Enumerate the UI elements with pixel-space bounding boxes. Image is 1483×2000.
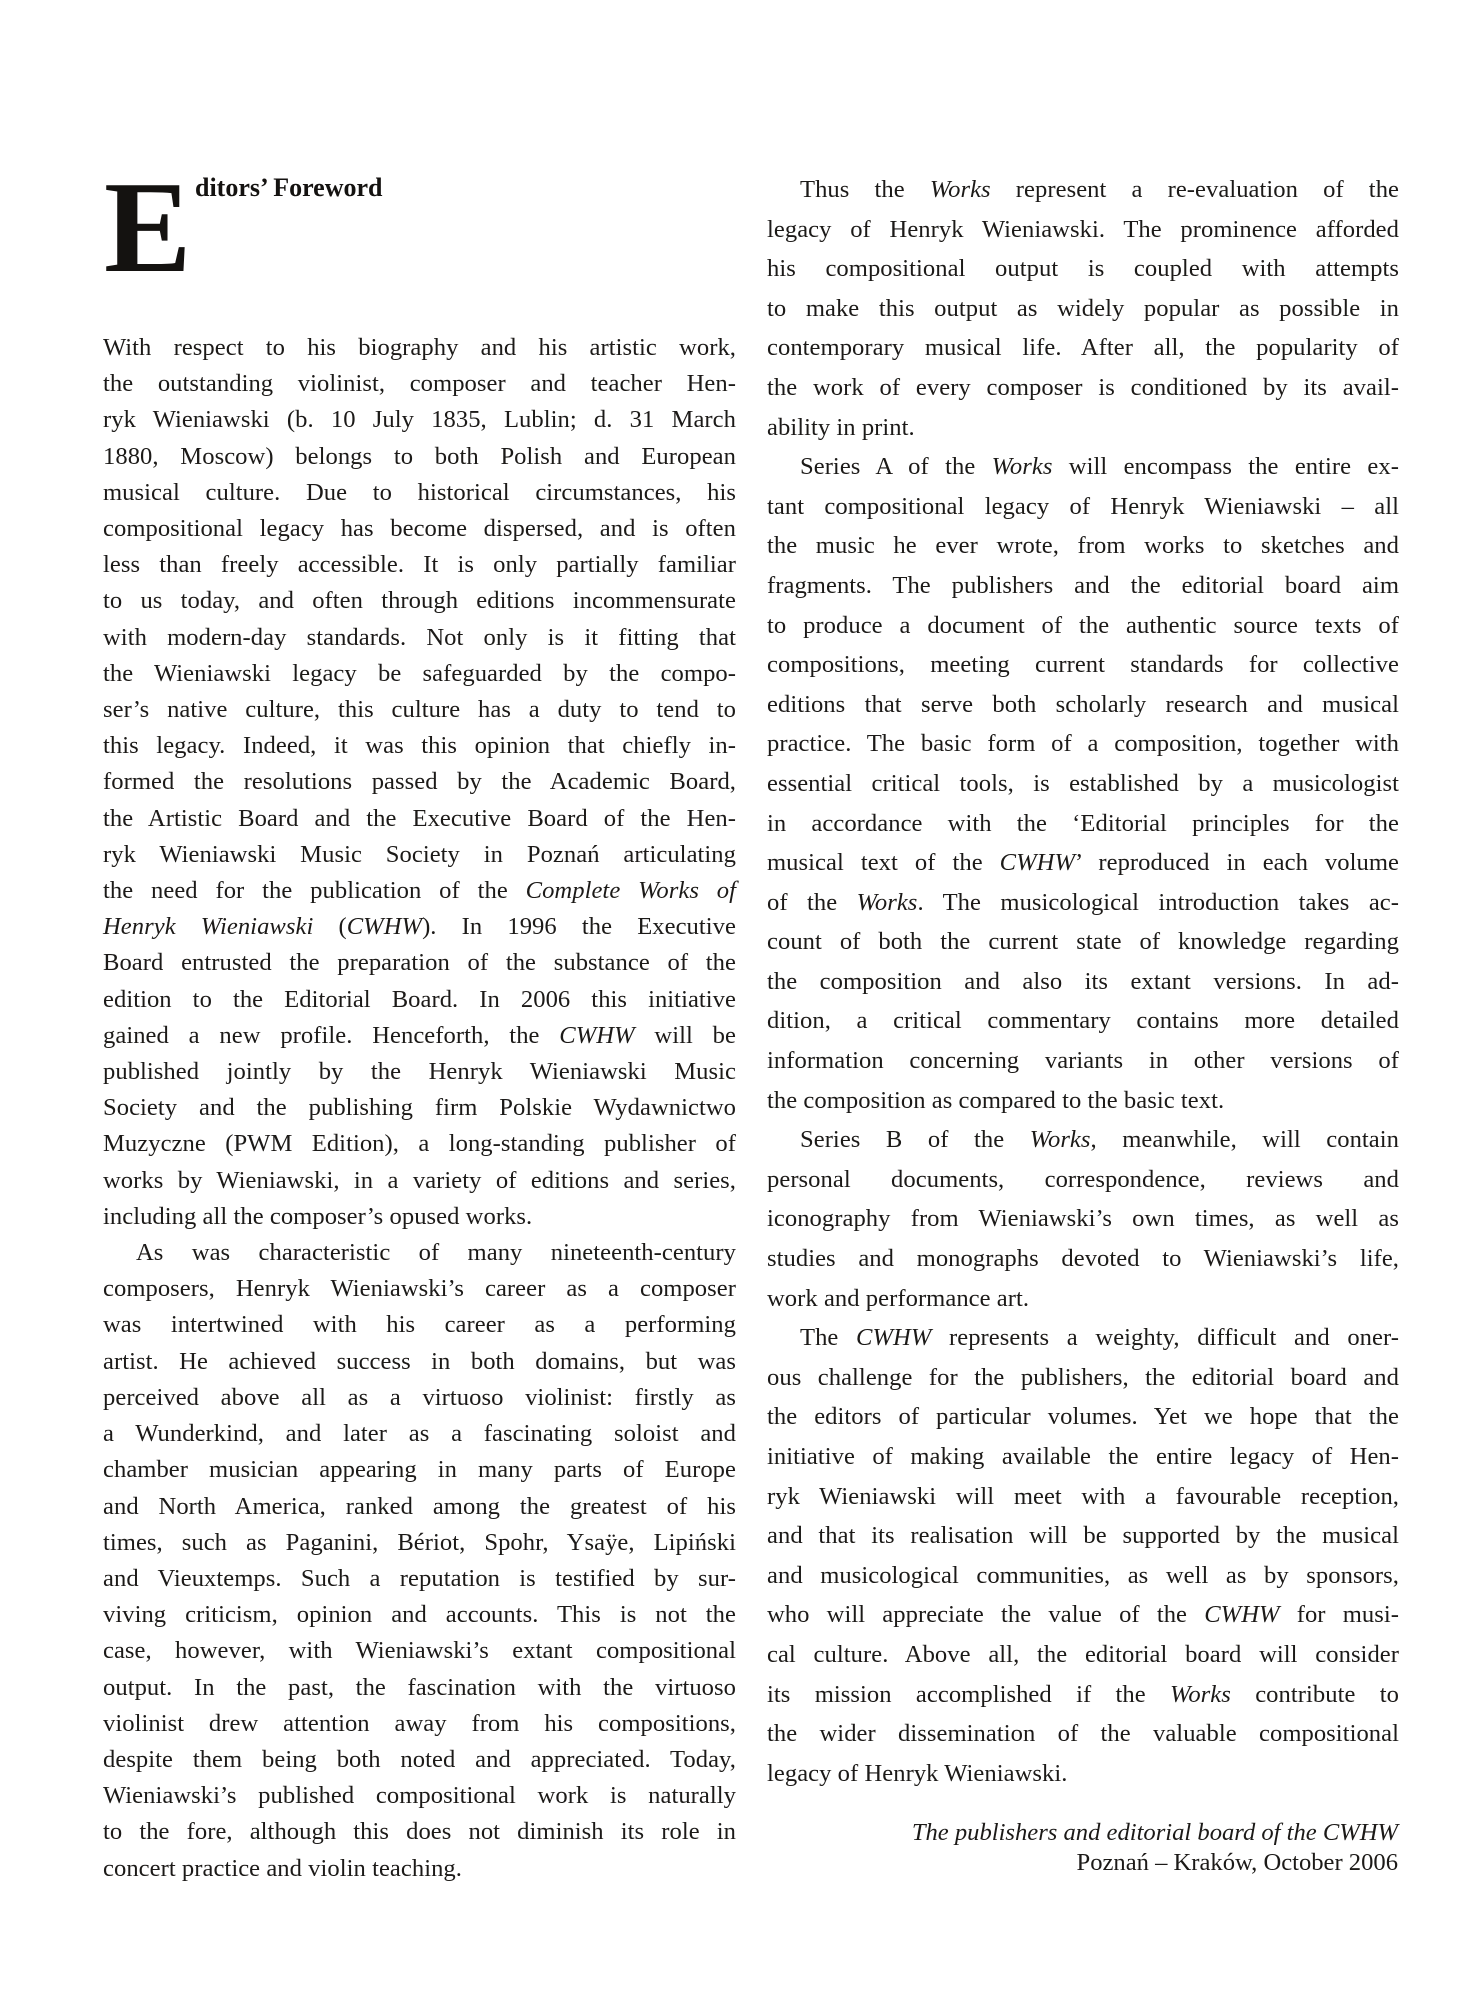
text-line: this legacy. Indeed, it was this opinion that chiefly in- bbox=[103, 732, 736, 760]
right-column bbox=[767, 170, 1399, 1793]
text-line: contemporary musical life. After all, the popularity of bbox=[767, 334, 1399, 362]
text-line: Muzyczne (PWM Edition), a long-standing publisher of bbox=[103, 1130, 736, 1158]
italic-title: Works bbox=[1029, 1126, 1091, 1154]
left-column bbox=[103, 330, 736, 1887]
text-line: editions that serve both scholarly research and musical bbox=[767, 690, 1399, 718]
text-line: compositions, meeting current standards for collective bbox=[767, 651, 1399, 679]
text-line: The CWHW represents a weighty, difficult and oner- bbox=[800, 1324, 1399, 1352]
text-line: ser’s native culture, this culture has a duty to tend to bbox=[103, 696, 736, 724]
text-line: legacy of Henryk Wieniawski. bbox=[767, 1759, 1068, 1787]
text-line: count of both the current state of knowledge regarding bbox=[767, 928, 1399, 956]
text-line: With respect to his biography and his artistic work, bbox=[103, 334, 736, 361]
text-line: in accordance with the ‘Editorial principles for the bbox=[767, 809, 1399, 837]
text-line: studies and monographs devoted to Wieniawski’s life, bbox=[767, 1245, 1399, 1273]
text-line: the wider dissemination of the valuable compositional bbox=[767, 1720, 1399, 1748]
text-line: and North America, ranked among the greatest of his bbox=[103, 1492, 736, 1520]
text-line: fragments. The publishers and the editorial board aim bbox=[767, 571, 1399, 599]
text-line: ryk Wieniawski (b. 10 July 1835, Lublin; d. 31 March bbox=[103, 406, 736, 434]
text-line: work and performance art. bbox=[767, 1284, 1030, 1312]
text-line: musical culture. Due to historical circumstances, his bbox=[103, 478, 736, 506]
italic-title: Works bbox=[991, 453, 1053, 481]
text-line: ous challenge for the publishers, the editorial board and bbox=[767, 1363, 1399, 1391]
text-line: 1880, Moscow) belongs to both Polish and European bbox=[103, 442, 736, 470]
text-line: edition to the Editorial Board. In 2006 this initiative bbox=[103, 985, 736, 1013]
text-line: As was characteristic of many nineteenth-century bbox=[136, 1239, 736, 1267]
italic-title: Works bbox=[929, 176, 991, 203]
text-line: Thus the Works represent a re-evaluation of the bbox=[800, 176, 1400, 203]
text-line: Series B of the Works, meanwhile, will contain bbox=[800, 1126, 1399, 1154]
text-line: Henryk Wieniawski (CWHW). In 1996 the Executive bbox=[103, 913, 736, 941]
text-line: artist. He achieved success in both domains, but was bbox=[103, 1347, 736, 1375]
text-line: legacy of Henryk Wieniawski. The prominence afforded bbox=[767, 215, 1399, 243]
text-line: information concerning variants in other versions of bbox=[767, 1047, 1399, 1075]
text-line: his compositional output is coupled with attempts bbox=[767, 255, 1399, 283]
text-line: the music he ever wrote, from works to sketches and bbox=[767, 532, 1399, 560]
text-line: essential critical tools, is established by a musicologist bbox=[767, 769, 1399, 797]
text-line: to make this output as widely popular as possible in bbox=[767, 294, 1399, 322]
text-line: to us today, and often through editions incommensurate bbox=[103, 587, 736, 615]
text-line: times, such as Paganini, Bériot, Spohr, Ysaÿe, Lipiński bbox=[103, 1528, 736, 1556]
text-line: the composition and also its extant versions. In ad- bbox=[767, 967, 1399, 995]
text-line: works by Wieniawski, in a variety of editions and series, bbox=[103, 1166, 736, 1194]
text-line: violinist drew attention away from his compositions, bbox=[103, 1709, 736, 1737]
text-line: Society and the publishing firm Polskie Wydawnictwo bbox=[103, 1094, 736, 1122]
italic-title: CWHW bbox=[346, 913, 423, 941]
text-line: concert practice and violin teaching. bbox=[103, 1854, 462, 1882]
text-line: viving criticism, opinion and accounts. This is not the bbox=[103, 1601, 736, 1629]
text-line: less than freely accessible. It is only partially familiar bbox=[103, 551, 736, 579]
text-line: personal documents, correspondence, reviews and bbox=[767, 1165, 1399, 1193]
text-line: compositional legacy has become dispersed, and is often bbox=[103, 515, 736, 543]
text-line: the need for the publication of the Complete Works of bbox=[103, 877, 736, 905]
text-line: ability in print. bbox=[767, 413, 915, 441]
text-line: ryk Wieniawski will meet with a favourable reception, bbox=[767, 1482, 1399, 1510]
text-line: to produce a document of the authentic source texts of bbox=[767, 611, 1399, 639]
text-line: composers, Henryk Wieniawski’s career as a composer bbox=[103, 1275, 736, 1303]
text-line: its mission accomplished if the Works contribute to bbox=[767, 1680, 1399, 1708]
text-line: formed the resolutions passed by the Academic Board, bbox=[103, 768, 736, 796]
text-line: practice. The basic form of a composition, together with bbox=[767, 730, 1399, 758]
italic-title: Works bbox=[856, 888, 918, 916]
text-line: cal culture. Above all, the editorial board will consider bbox=[767, 1640, 1399, 1668]
page-title: ditors’ Foreword bbox=[195, 173, 383, 202]
text-line: including all the composer’s opused works. bbox=[103, 1202, 533, 1230]
text-line: initiative of making available the entire legacy of Hen- bbox=[767, 1443, 1399, 1470]
italic-title: CWHW bbox=[856, 1324, 932, 1352]
text-line: with modern-day standards. Not only is it fitting that bbox=[103, 623, 736, 651]
text-line: tant compositional legacy of Henryk Wieniawski – all bbox=[767, 492, 1399, 520]
text-line: gained a new profile. Henceforth, the CWHW will be bbox=[103, 1021, 736, 1049]
text-line: was intertwined with his career as a performing bbox=[103, 1311, 736, 1339]
text-line: the composition as compared to the basic text. bbox=[767, 1086, 1225, 1114]
text-line: case, however, with Wieniawski’s extant compositional bbox=[103, 1637, 736, 1665]
text-line: of the Works. The musicological introduction takes ac- bbox=[767, 888, 1399, 916]
signature-block bbox=[758, 1818, 1398, 1878]
text-line: iconography from Wieniawski’s own times, as well as bbox=[767, 1205, 1399, 1233]
text-line: chamber musician appearing in many parts of Europe bbox=[103, 1456, 736, 1484]
text-line: the work of every composer is conditioned by its avail- bbox=[767, 373, 1399, 401]
text-line: and musicological communities, as well as by sponsors, bbox=[767, 1561, 1399, 1589]
text-line: despite them being both noted and appreciated. Today, bbox=[103, 1745, 736, 1773]
text-line: and Vieuxtemps. Such a reputation is testified by sur- bbox=[103, 1564, 736, 1592]
italic-title: Henryk Wieniawski bbox=[103, 913, 314, 941]
text-line: Wieniawski’s published compositional work is naturally bbox=[103, 1782, 736, 1810]
text-line: musical text of the CWHW’ reproduced in each volume bbox=[767, 849, 1399, 877]
italic-title: Complete Works of bbox=[525, 877, 736, 905]
italic-title: Works bbox=[1170, 1680, 1231, 1708]
text-line: the Artistic Board and the Executive Board of the Hen- bbox=[103, 804, 736, 832]
drop-cap: E bbox=[104, 155, 192, 300]
italic-title: CWHW bbox=[1204, 1601, 1280, 1629]
italic-title: CWHW bbox=[559, 1021, 635, 1049]
text-line: ryk Wieniawski Music Society in Poznań articulating bbox=[103, 840, 736, 868]
text-line: to the fore, although this does not diminish its role in bbox=[103, 1818, 736, 1846]
text-line: perceived above all as a virtuoso violinist: firstly as bbox=[103, 1383, 736, 1411]
text-line: and that its realisation will be supported by the musical bbox=[767, 1522, 1399, 1550]
italic-title: CWHW bbox=[999, 849, 1075, 877]
text-line: Board entrusted the preparation of the substance of the bbox=[103, 949, 736, 977]
signature-place-date: Poznań – Kraków, October 2006 bbox=[1076, 1849, 1398, 1876]
signature-author: The publishers and editorial board of the CWHW bbox=[911, 1819, 1398, 1846]
text-line: the outstanding violinist, composer and teacher Hen- bbox=[103, 370, 736, 398]
text-line: a Wunderkind, and later as a fascinating soloist and bbox=[103, 1420, 736, 1448]
text-line: the Wieniawski legacy be safeguarded by the compo- bbox=[103, 659, 736, 687]
text-line: Series A of the Works will encompass the entire ex- bbox=[800, 453, 1399, 481]
text-line: who will appreciate the value of the CWHW for musi- bbox=[767, 1601, 1399, 1629]
text-line: output. In the past, the fascination with the virtuoso bbox=[103, 1673, 736, 1701]
text-line: dition, a critical commentary contains more detailed bbox=[767, 1007, 1399, 1035]
text-line: the editors of particular volumes. Yet we hope that the bbox=[767, 1403, 1399, 1431]
text-line: published jointly by the Henryk Wieniawski Music bbox=[103, 1058, 736, 1086]
